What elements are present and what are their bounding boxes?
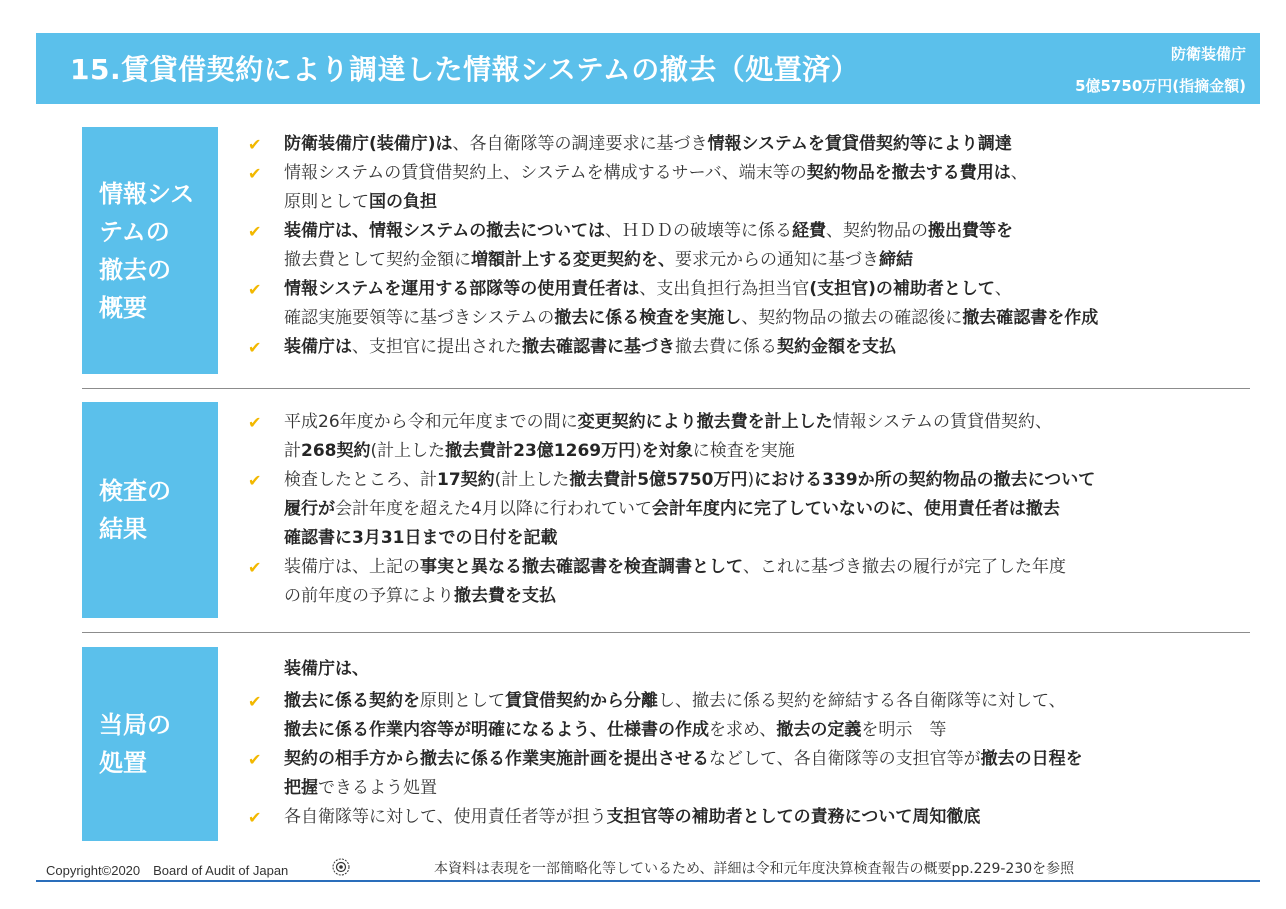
emphasis-text: 変更契約により撤去費を計上した <box>577 412 833 432</box>
bullet-line <box>248 582 1258 611</box>
result-bullet-list <box>248 408 1258 611</box>
emphasis-text: 撤去費計23億1269万円 <box>445 441 636 461</box>
body-text: などして、各自衛隊等の支担官等が <box>709 749 981 769</box>
body-text: 検査したところ、計 <box>284 470 437 490</box>
body-text: 情報システムの賃貸借契約上、システムを構成するサーバ、端末等の <box>284 163 807 183</box>
section-label-overview <box>82 127 218 374</box>
emphasis-text: 装備庁は、情報システムの撤去については <box>284 221 605 241</box>
pointed-out-amount: 5億5750万円(指摘金額) <box>1075 77 1246 95</box>
body-text: (計上した <box>494 470 570 490</box>
emphasis-text: 増額計上する変更契約を、 <box>471 250 675 270</box>
body-text: の前年度の予算により <box>284 586 454 606</box>
measures-bullet-list <box>248 687 1258 832</box>
label-line: 処置 <box>99 749 147 777</box>
emphasis-text: を対象 <box>641 441 693 461</box>
emphasis-text: 確認書に3月31日までの日付を記載 <box>284 528 558 548</box>
bullet-line <box>248 553 1258 582</box>
label-line: テムの <box>99 217 170 246</box>
bullet-line <box>248 803 1258 832</box>
body-text: 装備庁は、上記の <box>284 557 420 577</box>
body-text: 、支出負担行為担当官 <box>639 279 810 299</box>
bullet-line <box>248 217 1258 246</box>
body-text: (計上した <box>370 441 446 461</box>
bullet-line <box>248 130 1258 159</box>
emphasis-text: 支担官等の補助者としての責務について周知徹底 <box>606 807 981 827</box>
emphasis-text: 賃貸借契約から分離 <box>505 691 658 711</box>
overview-bullet-list <box>248 130 1258 362</box>
body-text: し、撤去に係る契約を締結する各自衛隊等に対して、 <box>658 691 1066 711</box>
label-line: 当局の <box>99 711 171 739</box>
body-text: 、各自衛隊等の調達要求に基づき <box>452 134 708 154</box>
emphasis-text: 会計年度内に完了していないのに、使用責任者は撤去 <box>651 499 1060 519</box>
body-text: 、ＨＤＤの破壊等に係る <box>604 221 792 241</box>
emphasis-text: 撤去に係る検査を実施し <box>554 308 742 328</box>
body-text: を求め、 <box>709 720 777 740</box>
emphasis-text: 撤去確認書を作成 <box>962 308 1099 328</box>
emphasis-text: 搬出費等を <box>927 221 1013 241</box>
body-text: ) <box>635 441 642 461</box>
body-text: 、 <box>1010 163 1028 183</box>
emphasis-text: 装備庁は <box>284 337 352 357</box>
emphasis-text: 情報システムを賃貸借契約等により調達 <box>707 134 1012 154</box>
bullet-line <box>248 275 1258 304</box>
emphasis-text: 契約物品を撤去する費用は <box>806 163 1011 183</box>
body-text: できるよう処置 <box>318 778 437 798</box>
emphasis-text: 17契約 <box>437 470 495 490</box>
label-line: 検査の <box>99 477 171 505</box>
bullet-line <box>248 333 1258 362</box>
bullet-line <box>248 774 1258 803</box>
emphasis-text: 防衛装備庁(装備庁)は <box>284 134 453 154</box>
agency-name: 防衛装備庁 <box>1170 45 1246 63</box>
body-text: 平成26年度から令和元年度までの間に <box>284 412 578 432</box>
body-text: 、契約物品の <box>825 221 928 241</box>
body-text: を明示 等 <box>861 720 947 740</box>
body-text: 、契約物品の撤去の確認後に <box>741 308 963 328</box>
footer-note: 本資料は表現を一部簡略化等しているため、詳細は令和元年度決算検査報告の概要pp.229-230を参照 <box>434 861 1075 877</box>
label-line: 概要 <box>99 293 147 322</box>
bullet-line <box>248 159 1258 188</box>
body-text: 確認実施要領等に基づきシステムの <box>284 308 555 328</box>
measures-intro: 装備庁は、 <box>284 659 369 679</box>
board-seal-icon <box>332 858 350 876</box>
section-divider <box>82 632 1250 633</box>
bullet-line <box>248 524 1258 553</box>
body-text: 、 <box>994 279 1012 299</box>
emphasis-text: 契約金額を支払 <box>777 337 896 357</box>
body-text: 各自衛隊等に対して、使用責任者等が担う <box>284 807 607 827</box>
body-text: 原則として <box>284 192 369 212</box>
emphasis-text: 268契約 <box>301 441 371 461</box>
footer-rule <box>36 880 1260 882</box>
emphasis-text: 撤去の定義 <box>776 720 862 740</box>
body-text: 計 <box>284 441 301 461</box>
emphasis-text: 経費 <box>791 221 826 241</box>
label-line: 撤去の <box>99 255 171 284</box>
bullet-line <box>248 495 1258 524</box>
emphasis-text: 撤去費を支払 <box>454 586 556 606</box>
emphasis-text: 撤去に係る作業内容等が明確になるよう、仕様書の作成 <box>284 720 709 740</box>
copyright: Copyright©2020 Board of Audit of Japan <box>46 863 289 878</box>
emphasis-text: 情報システムを運用する部隊等の使用責任者は <box>284 279 640 299</box>
emphasis-text: 撤去に係る契約を <box>284 691 420 711</box>
body-text: 、これに基づき撤去の履行が完了した年度 <box>743 557 1066 577</box>
bullet-line <box>248 687 1258 716</box>
body-text: 要求元からの通知に基づき <box>675 250 879 270</box>
emphasis-text: 締結 <box>879 250 913 270</box>
bullet-line <box>248 304 1258 333</box>
body-text: ) <box>747 470 755 490</box>
page-title: 15.賃貸借契約により調達した情報システムの撤去（処置済） <box>70 53 860 86</box>
body-text: 撤去費に係る <box>675 337 777 357</box>
section-label-measures <box>82 647 218 841</box>
emphasis-text: 事実と異なる撤去確認書を検査調書として <box>420 557 743 577</box>
emphasis-text: 撤去費計5億5750万円 <box>569 470 748 490</box>
title-banner <box>36 33 1260 104</box>
bullet-line <box>248 745 1258 774</box>
bullet-line <box>248 437 1258 466</box>
label-line: 情報シス <box>99 179 195 208</box>
emphasis-text: 契約の相手方から撤去に係る作業実施計画を提出させる <box>284 749 709 769</box>
body-text: 情報システムの賃貸借契約、 <box>832 412 1052 432</box>
section-label-result <box>82 402 218 618</box>
emphasis-text: (支担官)の補助者として <box>809 279 995 299</box>
section-divider <box>82 388 1250 389</box>
body-text: 原則として <box>420 691 505 711</box>
emphasis-text: 把握 <box>284 778 318 798</box>
bullet-line <box>248 408 1258 437</box>
body-text: 撤去費として契約金額に <box>284 250 471 270</box>
bullet-line <box>248 246 1258 275</box>
emphasis-text: 履行が <box>284 499 335 519</box>
emphasis-text: 撤去の日程を <box>980 749 1083 769</box>
bullet-line <box>248 716 1258 745</box>
emphasis-text: 撤去確認書に基づき <box>522 337 675 357</box>
body-text: 、支担官に提出された <box>352 337 522 357</box>
label-line: 結果 <box>99 515 147 543</box>
bullet-line <box>248 466 1258 495</box>
body-text: に検査を実施 <box>692 441 795 461</box>
emphasis-text: 国の負担 <box>369 192 437 212</box>
emphasis-text: における339か所の契約物品の撤去について <box>754 470 1096 490</box>
bullet-line <box>248 188 1258 217</box>
body-text: 会計年度を超えた4月以降に行われていて <box>335 499 652 519</box>
